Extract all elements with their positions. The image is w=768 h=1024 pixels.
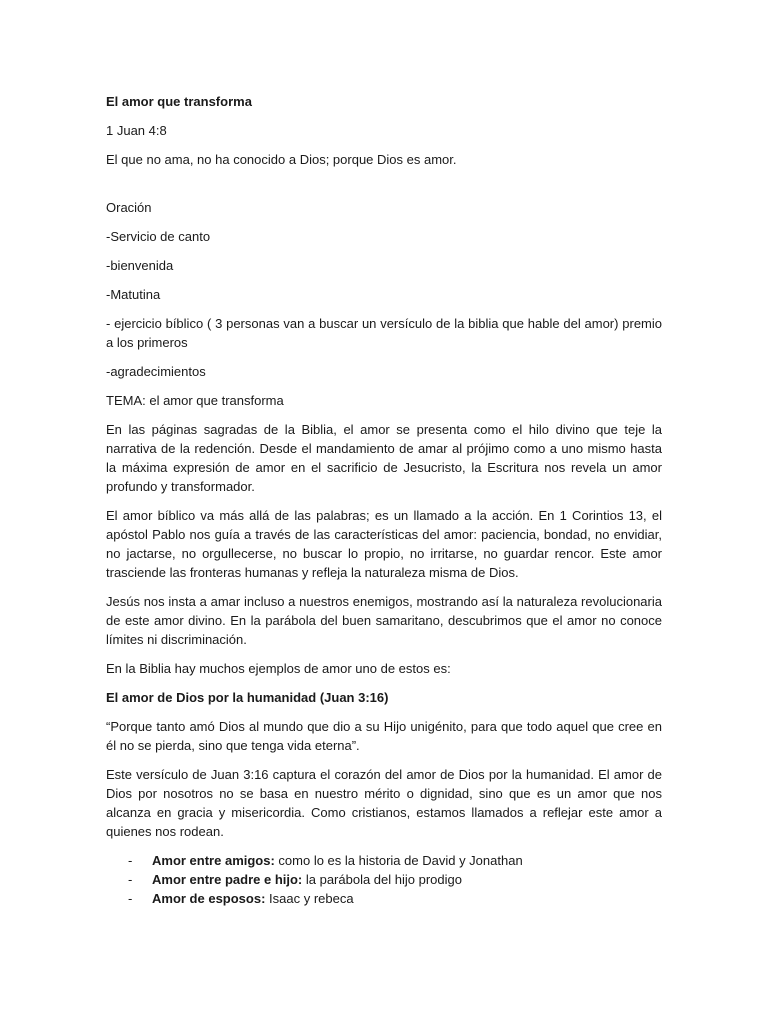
example-text: la parábola del hijo prodigo — [302, 872, 462, 887]
document-page — [106, 92, 662, 908]
list-item — [106, 851, 662, 870]
program-matutina: -Matutina — [106, 287, 161, 302]
bible-reference: 1 Juan 4:8 — [106, 123, 167, 138]
list-dash: - — [128, 853, 133, 868]
program-oracion: Oración — [106, 200, 152, 215]
program-canto: -Servicio de canto — [106, 229, 211, 244]
example-label: Amor entre padre e hijo: — [152, 872, 303, 887]
subheading: El amor de Dios por la humanidad (Juan 3:16) — [106, 690, 389, 705]
list-dash: - — [128, 872, 133, 887]
list-item — [106, 889, 662, 908]
example-text: Isaac y rebeca — [265, 891, 354, 906]
list-dash: - — [128, 891, 133, 906]
program-ejercicio: - ejercicio bíblico ( 3 personas van a buscar un versículo de la biblia que hable del amor) premio a los primeros — [106, 316, 662, 350]
paragraph-5: Este versículo de Juan 3:16 captura el corazón del amor de Dios por la humanidad. El amor de Dios por nosotros no se basa en nuestro mérito o dignidad, sino que es un amor que nos alcanza en gracia y misericordia. Como cristianos, estamos llamados a reflejar este amor a quienes nos rodean. — [106, 767, 662, 839]
paragraph-2: El amor bíblico va más allá de las palabras; es un llamado a la acción. En 1 Corintios 13, el apóstol Pablo nos guía a través de las características del amor: paciencia, bondad, no envidiar, no jactarse, no orgullecerse, no buscar lo propio, no irritarse, no guardar rencor. Este amor trasciende las fronteras humanas y refleja la naturaleza misma de Dios. — [106, 508, 662, 580]
quote: “Porque tanto amó Dios al mundo que dio a su Hijo unigénito, para que todo aquel que cree en él no se pierda, sino que tenga vida eterna”. — [106, 719, 662, 753]
example-label: Amor de esposos: — [152, 891, 266, 906]
list-item — [106, 870, 662, 889]
paragraph-3: Jesús nos insta a amar incluso a nuestros enemigos, mostrando así la naturaleza revolucionaria de este amor divino. En la parábola del buen samaritano, descubrimos que el amor no conoce límites ni discriminación. — [106, 594, 662, 647]
paragraph-1: En las páginas sagradas de la Biblia, el amor se presenta como el hilo divino que teje la narrativa de la redención. Desde el mandamiento de amar al prójimo como a uno mismo hasta la máxima expresión de amor en el sacrificio de Jesucristo, la Escritura nos revela un amor profundo y transformador. — [106, 422, 662, 494]
verse-text: El que no ama, no ha conocido a Dios; porque Dios es amor. — [106, 152, 457, 167]
example-label: Amor entre amigos: — [152, 853, 275, 868]
examples-list — [106, 851, 662, 908]
program-agradecimientos: -agradecimientos — [106, 364, 206, 379]
tema-line: TEMA: el amor que transforma — [106, 393, 284, 408]
document-title: El amor que transforma — [106, 94, 252, 109]
program-bienvenida: -bienvenida — [106, 258, 174, 273]
paragraph-4: En la Biblia hay muchos ejemplos de amor uno de estos es: — [106, 661, 451, 676]
example-text: como lo es la historia de David y Jonathan — [274, 853, 523, 868]
